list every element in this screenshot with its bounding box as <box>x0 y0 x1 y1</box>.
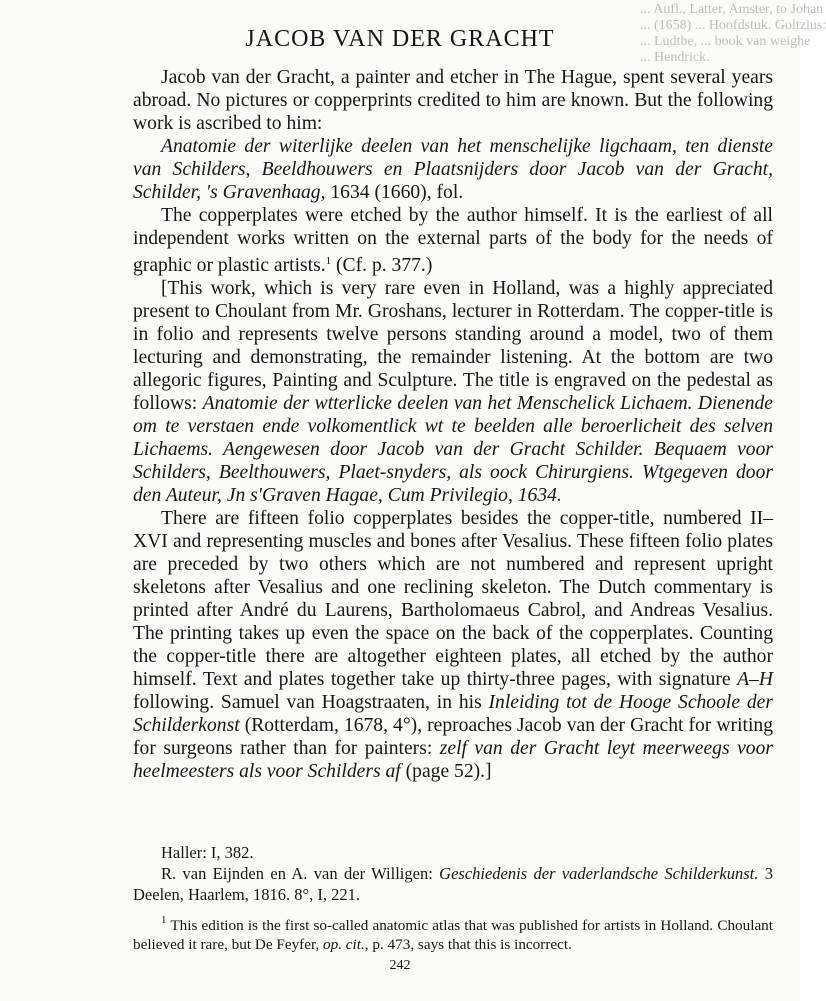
text-span: There are fifteen folio copperplates besides the copper-title, numbered II–XVI and representing muscles and bones after Vesalius. These fifteen folio plates are preceded by two others which are not numbered and represent upright skeletons after Vesalius and one reclining skeleton. The Dutch commentary is printed after André du Laurens, Bartholomaeus Cabrol, and Andreas Vesalius. The printing takes up even the space on the back of the copperplates. Counting the copper-title there are altogether eighteen plates, all etched by the author himself. Text and plates together take up thirty-three pages, with signature <box>133 508 773 690</box>
reference-eijnden <box>133 863 773 905</box>
main-text <box>133 66 773 783</box>
paragraph-intro: Jacob van der Gracht, a painter and etcher in The Hague, spent several years abroad. No pictures or copperprints credited to him are known. But the following work is ascribed to him: <box>133 67 773 134</box>
text-span: following. Samuel van Hoagstraaten, in his <box>133 692 489 713</box>
text-span: (page 52).] <box>400 761 492 782</box>
text-span: The copperplates were etched by the author himself. It is the earliest of all independent works written on the external parts of the body for the needs of graphic or plastic artists. <box>133 205 773 276</box>
text-span: [This work, which is very rare even in Holland, was a highly appreciated present to Choulant from Mr. Groshans, lecturer in Rotterdam. The copper-title is in folio and represents twelve persons standing around a model, two of them lecturing and demonstrating, the remainder listening. At the bottom are two allegoric figures, Painting and Sculpture. The title is engraved on the pedestal as follows: <box>133 278 773 414</box>
text-span: (Rotterdam, 1678, 4°), reproaches Jacob van der Gracht for writing for surgeons rather than for painters: <box>133 715 773 759</box>
footnote-number: 1 <box>161 914 167 926</box>
text-span: (Cf. p. 377.) <box>331 255 433 276</box>
page-number: 242 <box>389 958 411 973</box>
references <box>133 842 773 905</box>
book-title-hoogstraaten: Inleiding tot de Hooge Schoole der Schilderkonst <box>133 692 773 736</box>
footnote-text <box>133 911 773 954</box>
paragraph-copperplates <box>133 204 773 277</box>
paragraph-work-title <box>133 135 773 204</box>
dutch-quote: zelf van der Gracht leyt meerweegs voor heelmeesters als voor Schilders af <box>133 738 773 782</box>
reference-haller: Haller: I, 382. <box>161 843 254 862</box>
work-title: Anatomie der witerlijke deelen van het menschelijke ligchaam, ten dienste van Schilders, Beeldhouwers en Plaatsnijders door Jacob van der Gracht, Schilder, 's Gravenhaag, <box>133 136 773 203</box>
reference-title: Geschiedenis der vaderlandsche Schilderkunst. <box>439 864 759 883</box>
footnote <box>133 911 773 954</box>
footnote-marker: 1 <box>325 255 332 267</box>
signature-range: A–H <box>737 669 773 690</box>
bleed-line: ... (1658) ... Hoofdstuk. Goltzius: <box>640 18 826 33</box>
bleed-line: ... Hendrick. <box>640 50 710 65</box>
work-imprint: 1634 (1660), fol. <box>325 182 464 203</box>
citation-italic: op. cit. <box>323 936 365 953</box>
paragraph-plates <box>133 507 773 783</box>
page-title: JACOB VAN DER GRACHT <box>245 26 555 52</box>
text-span: , p. 473, says that this is incorrect. <box>364 936 572 953</box>
text-span: 3 Deelen, Haarlem, 1816. 8°, I, 221. <box>133 864 774 904</box>
text-span: R. van Eijnden en A. van der Willigen: <box>161 864 440 883</box>
paragraph-rare-work <box>133 277 773 507</box>
bleed-line: ... Aufl., Latter, Amster, to Johan <box>640 2 824 17</box>
engraved-title: Anatomie der wtterlicke deelen van het Menschelick Lichaem. Dienende om te verstaen ende volkomentlick wt te beelden alle beroerlicheit des selven Lichaems. Aengewesen door Jacob van der Gracht Schilder. Bequaem voor Schilders, Beelthouwers, Plaet-snyders, als oock Chirurgiens. Wtgegeven door den Auteur, Jn s'Graven Hagae, Cum Privilegio, 1634. <box>133 393 773 506</box>
bleed-line: ... Ludtbe, ... book van weighe <box>640 34 811 49</box>
text-span: This edition is the first so-called anatomic atlas that was published for artists in Holland. Choulant believed it rare, but De Feyfer, <box>133 917 773 953</box>
